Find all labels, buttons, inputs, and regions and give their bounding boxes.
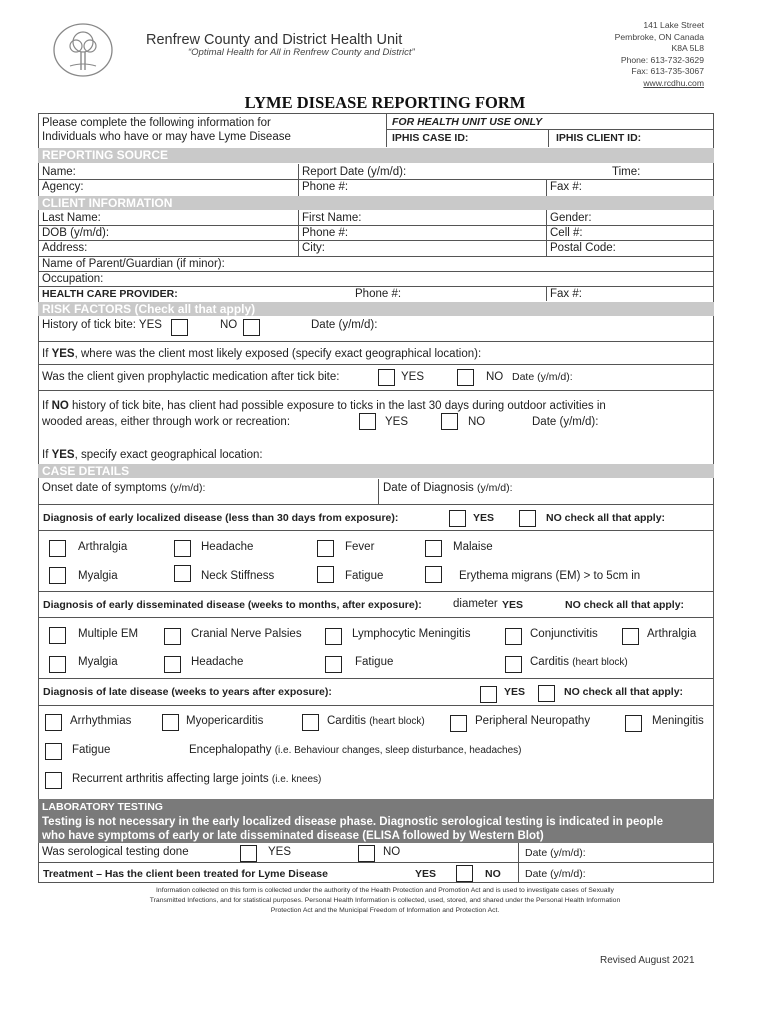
occupation-label: Occupation: bbox=[42, 273, 104, 285]
arthralgia-checkbox[interactable] bbox=[49, 540, 66, 557]
cranial-nerve-palsies-checkbox[interactable] bbox=[164, 628, 181, 645]
carditis-disseminated-checkbox[interactable] bbox=[505, 656, 522, 673]
privacy-line: Information collected on this form is collected under the authority of the Health Protection and Promotion Act and is used to investigate cases of Sexually bbox=[156, 887, 614, 894]
myalgia-checkbox[interactable] bbox=[49, 567, 66, 584]
erythema-migrans-checkbox[interactable] bbox=[425, 566, 442, 583]
no-bold-text: NO bbox=[51, 400, 69, 412]
tagline: “Optimal Health for All in Renfrew County and District” bbox=[188, 47, 415, 58]
gender-label: Gender: bbox=[550, 212, 592, 224]
arthralgia-disseminated-checkbox[interactable] bbox=[622, 628, 639, 645]
address-line: Pembroke, ON Canada bbox=[614, 31, 704, 42]
risk-factors-heading: RISK FACTORS (Check all that apply) bbox=[38, 302, 714, 316]
lymphocytic-meningitis-checkbox[interactable] bbox=[325, 628, 342, 645]
serological-date-label: Date (y/m/d): bbox=[525, 847, 586, 859]
fatigue-label: Fatigue bbox=[345, 570, 384, 582]
cranial-nerve-palsies-label: Cranial Nerve Palsies bbox=[191, 628, 302, 640]
conjunctivitis-checkbox[interactable] bbox=[505, 628, 522, 645]
carditis-text: Carditis bbox=[530, 656, 569, 668]
wooded-yes-label: YES bbox=[385, 416, 409, 428]
serological-no-label: NO bbox=[383, 846, 401, 858]
iphis-case-id-label: IPHIS CASE ID: bbox=[392, 132, 469, 144]
prophylactic-date-label: Date (y/m/d): bbox=[512, 371, 573, 383]
early-localized-yes-checkbox[interactable] bbox=[449, 510, 466, 527]
neck-stiffness-label: Neck Stiffness bbox=[201, 570, 275, 582]
reporting-source-heading: REPORTING SOURCE bbox=[38, 148, 714, 163]
postal-code-label: Postal Code: bbox=[550, 242, 616, 254]
wooded-date-label: Date (y/m/d): bbox=[532, 416, 599, 428]
form-frame bbox=[38, 113, 714, 883]
carditis-text: Carditis bbox=[327, 715, 366, 727]
knees-text: (i.e. knees) bbox=[271, 774, 322, 785]
fatigue-disseminated-label: Fatigue bbox=[355, 656, 394, 668]
tick-bite-date-label: Date (y/m/d): bbox=[311, 319, 378, 331]
prophylactic-no-label: NO bbox=[486, 371, 504, 383]
revised-date: Revised August 2021 bbox=[600, 955, 695, 966]
guardian-label: Name of Parent/Guardian (if minor): bbox=[42, 258, 225, 270]
no-history-text: history of tick bite, has client had possible exposure to ticks in the last 30 days during outdoor activities in bbox=[68, 400, 606, 412]
early-localized-yes-label: YES bbox=[473, 512, 495, 524]
malaise-checkbox[interactable] bbox=[425, 540, 442, 557]
meningitis-label: Meningitis bbox=[652, 715, 704, 727]
case-details-heading: CASE DETAILS bbox=[38, 464, 714, 478]
phone-line: Phone: 613-732-3629 bbox=[620, 54, 704, 65]
diagnosis-date-label bbox=[383, 481, 513, 495]
treatment-label: Treatment – Has the client been treated for Lyme Disease bbox=[43, 868, 328, 880]
headache-disseminated-checkbox[interactable] bbox=[164, 656, 181, 673]
late-disease-label: Diagnosis of late disease (weeks to years after exposure): bbox=[43, 686, 332, 698]
diagnosis-date-text: Date of Diagnosis bbox=[383, 482, 474, 494]
fatigue-late-checkbox[interactable] bbox=[45, 743, 62, 760]
diameter-text: diameter bbox=[453, 598, 498, 610]
heart-block-text: (heart block) bbox=[369, 716, 425, 727]
laboratory-testing-heading: LABORATORY TESTING bbox=[42, 801, 163, 813]
carditis-late-checkbox[interactable] bbox=[302, 714, 319, 731]
iphis-client-id-label: IPHIS CLIENT ID: bbox=[556, 132, 642, 144]
wooded-no-checkbox[interactable] bbox=[441, 413, 458, 430]
client-information-heading: CLIENT INFORMATION bbox=[38, 196, 714, 210]
myalgia-disseminated-label: Myalgia bbox=[78, 656, 118, 668]
multiple-em-label: Multiple EM bbox=[78, 628, 139, 640]
specify-location-question bbox=[42, 448, 263, 462]
fatigue-disseminated-checkbox[interactable] bbox=[325, 656, 342, 673]
late-yes-label: YES bbox=[504, 686, 526, 698]
provider-phone-label: Phone #: bbox=[355, 288, 402, 300]
headache-disseminated-label: Headache bbox=[191, 656, 244, 668]
serological-yes-label: YES bbox=[268, 846, 292, 858]
yes-bold-text: YES bbox=[51, 449, 75, 461]
privacy-line: Transmitted Infections, and for statistical purposes. Personal Health Information is collected, used, stored, and shared under the Personal Health Information bbox=[149, 897, 621, 904]
tick-bite-yes-checkbox[interactable] bbox=[171, 319, 188, 336]
arrhythmias-checkbox[interactable] bbox=[45, 714, 62, 731]
myopericarditis-checkbox[interactable] bbox=[162, 714, 179, 731]
health-care-provider-label: HEALTH CARE PROVIDER: bbox=[42, 288, 178, 300]
lymphocytic-meningitis-label: Lymphocytic Meningitis bbox=[352, 628, 471, 640]
peripheral-neuropathy-checkbox[interactable] bbox=[450, 715, 467, 732]
treatment-date-label: Date (y/m/d): bbox=[525, 868, 586, 880]
intro-line2: Individuals who have or may have Lyme Disease bbox=[42, 131, 291, 143]
city-label: City: bbox=[302, 242, 325, 254]
agency-label: Agency: bbox=[42, 181, 84, 193]
recurrent-arthritis-label bbox=[72, 772, 321, 787]
if-text: If bbox=[42, 449, 52, 461]
encephalopathy-label bbox=[189, 743, 522, 758]
encephalopathy-text: Encephalopathy bbox=[189, 744, 272, 756]
exposure-question-text: , where was the client most likely exposed (specify exact geographical location): bbox=[74, 348, 482, 360]
recurrent-text: Recurrent arthritis affecting large joints bbox=[72, 773, 269, 785]
lab-note-line2: who have symptoms of early or late disseminated disease (ELISA followed by Western Blot) bbox=[42, 830, 544, 842]
encephalopathy-note: (i.e. Behaviour changes, sleep disturbance, headaches) bbox=[274, 745, 522, 756]
report-date-label: Report Date (y/m/d): bbox=[302, 166, 407, 178]
source-phone-label: Phone #: bbox=[302, 181, 349, 193]
early-localized-label: Diagnosis of early localized disease (less than 30 days from exposure): bbox=[43, 512, 399, 524]
tick-bite-label: History of tick bite: YES bbox=[42, 319, 162, 331]
malaise-label: Malaise bbox=[453, 541, 493, 553]
tick-bite-no-checkbox[interactable] bbox=[243, 319, 260, 336]
myalgia-disseminated-checkbox[interactable] bbox=[49, 656, 66, 673]
form-title: LYME DISEASE REPORTING FORM bbox=[244, 93, 526, 112]
if-text: If bbox=[42, 348, 52, 360]
privacy-line: Protection Act and the Municipal Freedom of Information and Protection Act. bbox=[270, 907, 500, 914]
early-disseminated-label: Diagnosis of early disseminated disease (weeks to months, after exposure): bbox=[43, 599, 422, 611]
early-localized-no-label: NO check all that apply: bbox=[546, 512, 666, 524]
multiple-em-checkbox[interactable] bbox=[49, 627, 66, 644]
treatment-yes-label: YES bbox=[415, 868, 437, 880]
neck-stiffness-checkbox[interactable] bbox=[174, 565, 191, 582]
wooded-no-label: NO bbox=[468, 416, 486, 428]
late-no-label: NO check all that apply: bbox=[564, 686, 684, 698]
no-history-question bbox=[42, 399, 606, 413]
carditis-disseminated-label bbox=[530, 655, 628, 670]
yes-bold-text: YES bbox=[51, 348, 75, 360]
myopericarditis-label: Myopericarditis bbox=[186, 715, 264, 727]
treatment-no-label: NO bbox=[485, 868, 501, 880]
address-line: K8A 5L8 bbox=[671, 43, 704, 53]
fever-checkbox[interactable] bbox=[317, 540, 334, 557]
fever-label: Fever bbox=[345, 541, 375, 553]
rcdhu-logo bbox=[52, 22, 114, 78]
exposure-location-question bbox=[42, 347, 481, 361]
fax-line: Fax: 613-735-3067 bbox=[631, 66, 704, 76]
onset-text: Onset date of symptoms bbox=[42, 482, 167, 494]
prophylactic-yes-checkbox[interactable] bbox=[378, 369, 395, 386]
peripheral-neuropathy-label: Peripheral Neuropathy bbox=[475, 715, 591, 727]
prophylactic-no-checkbox[interactable] bbox=[457, 369, 474, 386]
time-label: Time: bbox=[612, 166, 641, 178]
carditis-late-label bbox=[327, 714, 425, 729]
arthralgia-disseminated-label: Arthralgia bbox=[647, 628, 697, 640]
health-unit-only-label: FOR HEALTH UNIT USE ONLY bbox=[392, 116, 543, 128]
heart-block-text: (heart block) bbox=[572, 657, 628, 668]
address-label: Address: bbox=[42, 242, 88, 254]
privacy-notice bbox=[60, 886, 710, 916]
fatigue-late-label: Fatigue bbox=[72, 744, 111, 756]
intro-line1: Please complete the following information for bbox=[42, 117, 271, 129]
early-localized-no-checkbox[interactable] bbox=[519, 510, 536, 527]
prophylactic-question: Was the client given prophylactic medication after tick bite: bbox=[42, 371, 340, 383]
address-block bbox=[615, 20, 704, 89]
conjunctivitis-label: Conjunctivitis bbox=[530, 628, 598, 640]
first-name-label: First Name: bbox=[302, 212, 362, 224]
lab-note-line1: Testing is not necessary in the early localized disease phase. Diagnostic serological testing is indicated in people bbox=[42, 816, 663, 828]
serological-yes-checkbox[interactable] bbox=[240, 845, 257, 862]
cell-label: Cell #: bbox=[550, 227, 583, 239]
treatment-yes-checkbox[interactable] bbox=[456, 865, 473, 882]
headache-label: Headache bbox=[201, 541, 254, 553]
headache-checkbox[interactable] bbox=[174, 540, 191, 557]
prophylactic-yes-label: YES bbox=[401, 371, 425, 383]
provider-fax-label: Fax #: bbox=[550, 288, 582, 300]
arrhythmias-label: Arrhythmias bbox=[70, 715, 132, 727]
onset-date-label bbox=[42, 481, 205, 495]
meningitis-checkbox[interactable] bbox=[625, 715, 642, 732]
source-fax-label: Fax #: bbox=[550, 181, 582, 193]
early-disseminated-no-label: NO check all that apply: bbox=[565, 599, 685, 611]
late-no-checkbox[interactable] bbox=[538, 685, 555, 702]
fatigue-checkbox[interactable] bbox=[317, 566, 334, 583]
wooded-areas-text: wooded areas, either through work or recreation: bbox=[42, 416, 291, 428]
address-line: 141 Lake Street bbox=[643, 20, 704, 30]
dob-label: DOB (y/m/d): bbox=[42, 227, 110, 239]
arthralgia-label: Arthralgia bbox=[78, 541, 128, 553]
erythema-migrans-label: Erythema migrans (EM) > to 5cm in bbox=[459, 570, 641, 582]
website-link[interactable]: www.rcdhu.com bbox=[643, 77, 704, 88]
serological-no-checkbox[interactable] bbox=[358, 845, 375, 862]
org-name: Renfrew County and District Health Unit bbox=[146, 32, 403, 48]
client-phone-label: Phone #: bbox=[302, 227, 349, 239]
ymd-text: (y/m/d): bbox=[476, 482, 513, 494]
ymd-text: (y/m/d): bbox=[169, 482, 206, 494]
if-text: If bbox=[42, 400, 52, 412]
specify-text: , specify exact geographical location: bbox=[74, 449, 263, 461]
recurrent-arthritis-checkbox[interactable] bbox=[45, 772, 62, 789]
myalgia-label: Myalgia bbox=[78, 570, 118, 582]
last-name-label: Last Name: bbox=[42, 212, 101, 224]
serological-testing-label: Was serological testing done bbox=[42, 846, 189, 858]
late-yes-checkbox[interactable] bbox=[480, 686, 497, 703]
wooded-yes-checkbox[interactable] bbox=[359, 413, 376, 430]
name-label: Name: bbox=[42, 166, 76, 178]
early-disseminated-yes-label: YES bbox=[502, 599, 524, 611]
tick-bite-no-label: NO bbox=[220, 319, 238, 331]
